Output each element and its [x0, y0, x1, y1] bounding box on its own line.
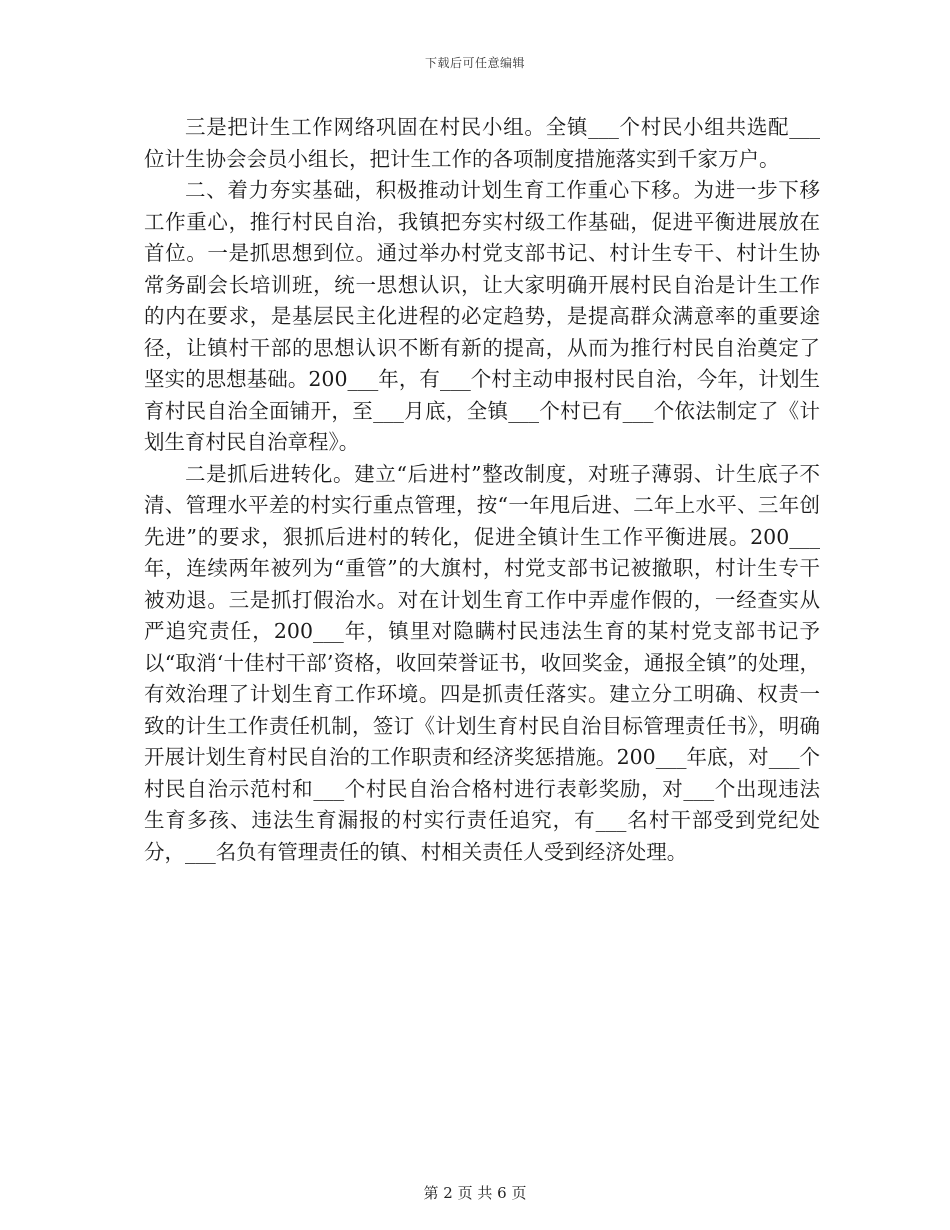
page-header-note: 下载后可任意编辑 — [424, 56, 525, 70]
document-body — [144, 112, 820, 868]
paragraph-3: 二是抓后进转化。建立“后进村”整改制度，对班子薄弱、计生底子不清、管理水平差的村实行重点管理，按“一年甩后进、二年上水平、三年创先进”的要求，狠抓后进村的转化，促进全镇计生工作平衡进展。200___年，连续两年被列为“重管”的大旗村，村党支部书记被撤职，村计生专干被劝退。三是抓打假治水。对在计划生育工作中弄虚作假的，一经查实从严追究责任，200___年，镇里对隐瞒村民违法生育的某村党支部书记予以“取消‘十佳村干部’资格，收回荣誉证书，收回奖金，通报全镇”的处理，有效治理了计划生育工作环境。四是抓责任落实。建立分工明确、权责一致的计生工作责任机制，签订《计划生育村民自治目标管理责任书》，明确开展计划生育村民自治的工作职责和经济奖惩措施。200___年底，对___个村民自治示范村和___个村民自治合格村进行表彰奖励，对___个出现违法生育多孩、违法生育漏报的村实行责任追究，有___名村干部受到党纪处分，___名负有管理责任的镇、村相关责任人受到经济处理。 — [144, 461, 820, 864]
page-number: 第 2 页 共 6 页 — [423, 1184, 527, 1202]
paragraph-2: 二、着力夯实基础，积极推动计划生育工作重心下移。为进一步下移工作重心，推行村民自治，我镇把夯实村级工作基础，促进平衡进展放在首位。一是抓思想到位。通过举办村党支部书记、村计生专干、村计生协常务副会长培训班，统一思想认识，让大家明确开展村民自治是计生工作的内在要求，是基层民主化进程的必定趋势，是提高群众满意率的重要途径，让镇村干部的思想认识不断有新的提高，从而为推行村民自治奠定了坚实的思想基础。200___年，有___个村主动申报村民自治，今年，计划生育村民自治全面铺开，至___月底，全镇___个村已有___个依法制定了《计划生育村民自治章程》。 — [144, 178, 820, 454]
paragraph-1: 三是把计生工作网络巩固在村民小组。全镇___个村民小组共选配___位计生协会会员小组长，把计生工作的各项制度措施落实到千家万户。 — [144, 115, 820, 171]
